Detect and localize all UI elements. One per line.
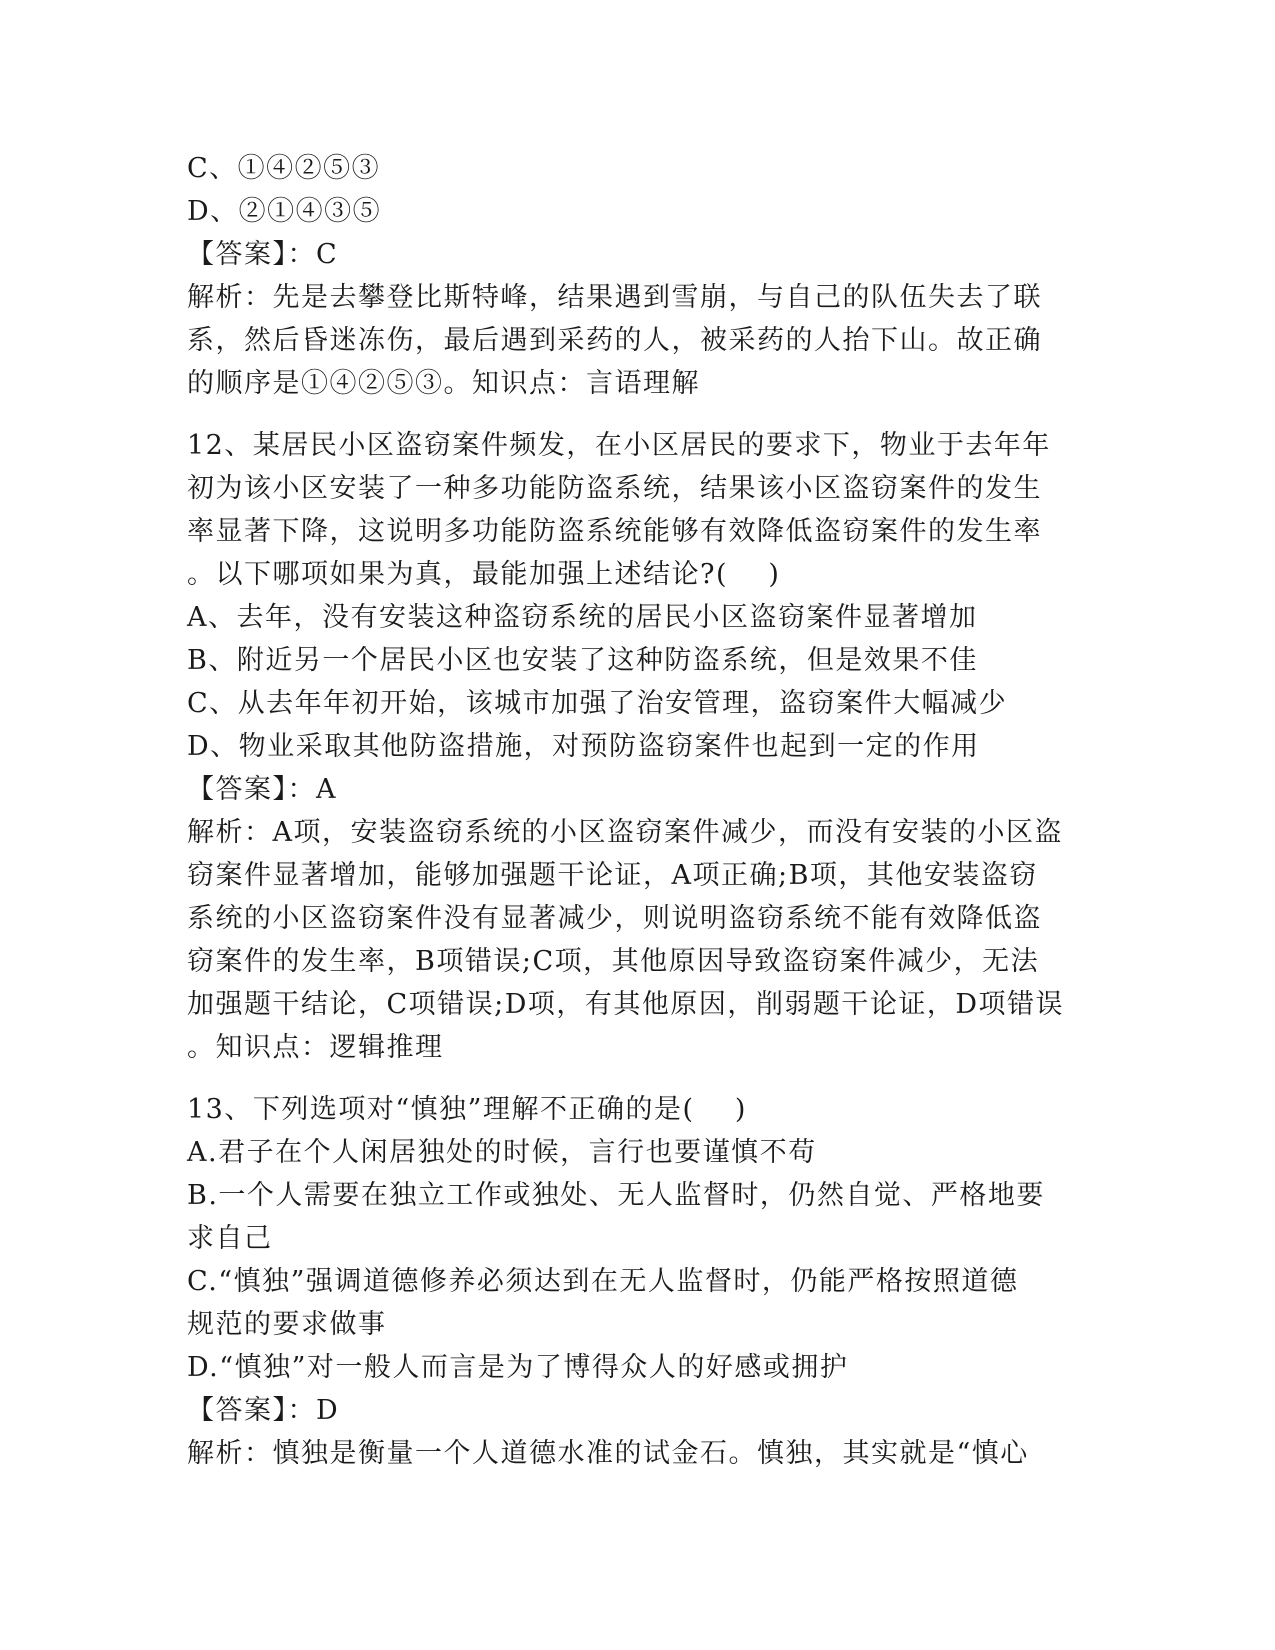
option-b: B、附近另一个居民小区也安装了这种防盗系统，但是效果不佳 bbox=[187, 645, 978, 676]
explanation-line: 解析：A项，安装盗窃系统的小区盗窃案件减少，而没有安装的小区盗 bbox=[187, 817, 1063, 848]
option-c: C、①④②⑤③ bbox=[187, 153, 381, 184]
option-a: A、去年，没有安装这种盗窃系统的居民小区盗窃案件显著增加 bbox=[187, 602, 978, 633]
explanation-line: 的顺序是①④②⑤③。知识点：言语理解 bbox=[187, 368, 700, 399]
explanation-line: 解析：先是去攀登比斯特峰，结果遇到雪崩，与自己的队伍失去了联 bbox=[187, 282, 1042, 313]
question-11 bbox=[187, 147, 1087, 405]
option-a: A.君子在个人闲居独处的时候，言行也要谨慎不苟 bbox=[187, 1137, 817, 1168]
answer: 【答案】：A bbox=[187, 774, 337, 805]
option-d: D、②①④③⑤ bbox=[187, 196, 382, 227]
question-line: 。以下哪项如果为真，最能加强上述结论?( ) bbox=[187, 559, 781, 590]
explanation-line: 系统的小区盗窃案件没有显著减少，则说明盗窃系统不能有效降低盗 bbox=[187, 903, 1042, 934]
question-line: 率显著下降，这说明多功能防盗系统能够有效降低盗窃案件的发生率 bbox=[187, 516, 1042, 547]
spacer bbox=[187, 1069, 1087, 1088]
answer: 【答案】：D bbox=[187, 1395, 340, 1426]
option-b-continued: 求自己 bbox=[187, 1223, 273, 1254]
option-d: D.“慎独”对一般人而言是为了博得众人的好感或拥护 bbox=[187, 1352, 849, 1383]
question-line: 初为该小区安装了一种多功能防盗系统，结果该小区盗窃案件的发生 bbox=[187, 473, 1042, 504]
question-line: 13、下列选项对“慎独”理解不正确的是( ) bbox=[187, 1094, 747, 1125]
spacer bbox=[187, 405, 1087, 424]
explanation-line: 窃案件的发生率，B项错误;C项，其他原因导致盗窃案件减少，无法 bbox=[187, 946, 1040, 977]
option-d: D、物业采取其他防盗措施，对预防盗窃案件也起到一定的作用 bbox=[187, 731, 980, 762]
answer: 【答案】：C bbox=[187, 239, 339, 270]
option-b: B.一个人需要在独立工作或独处、无人监督时，仍然自觉、严格地要 bbox=[187, 1180, 1045, 1211]
explanation-line: 加强题干结论，C项错误;D项，有其他原因，削弱题干论证，D项错误 bbox=[187, 989, 1065, 1020]
document-body bbox=[187, 147, 1087, 1475]
question-13 bbox=[187, 1088, 1087, 1475]
option-c: C、从去年年初开始，该城市加强了治安管理，盗窃案件大幅减少 bbox=[187, 688, 1008, 719]
option-c: C.“慎独”强调道德修养必须达到在无人监督时，仍能严格按照道德 bbox=[187, 1266, 1019, 1297]
explanation-line: 系，然后昏迷冻伤，最后遇到采药的人，被采药的人抬下山。故正确 bbox=[187, 325, 1042, 356]
question-line: 12、某居民小区盗窃案件频发，在小区居民的要求下，物业于去年年 bbox=[187, 430, 1051, 461]
option-c-continued: 规范的要求做事 bbox=[187, 1309, 387, 1340]
question-12 bbox=[187, 424, 1087, 1069]
explanation-line: 解析：慎独是衡量一个人道德水准的试金石。慎独，其实就是“慎心 bbox=[187, 1438, 1029, 1469]
explanation-line: 窃案件显著增加，能够加强题干论证，A项正确;B项，其他安装盗窃 bbox=[187, 860, 1038, 891]
explanation-line: 。知识点：逻辑推理 bbox=[187, 1032, 444, 1063]
